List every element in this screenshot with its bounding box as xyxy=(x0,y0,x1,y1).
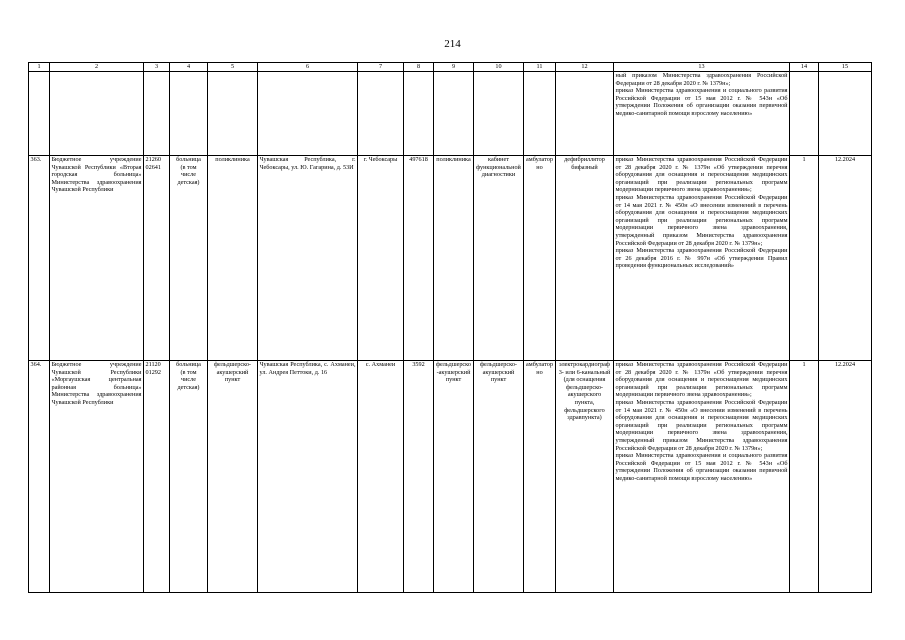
subdivision: фельдшерско-акушерский пункт xyxy=(208,361,258,593)
column-number: 15 xyxy=(819,63,872,72)
subdivision: поликлиника xyxy=(208,156,258,361)
quantity: 1 xyxy=(790,156,819,361)
organization-code: 21260 02641 xyxy=(144,156,170,361)
locality: с. Ахманеи xyxy=(358,361,404,593)
locality: г. Чебоксары xyxy=(358,156,404,361)
care-conditions: амбулаторно xyxy=(524,156,556,361)
regulatory-document: приказ Министерства здравоохранения Российской Федерации от 14 мая 2021 г. № 450н «О внесении изменений в перечень оборудования для оснащения и переоснащения медицинских организаций при реализации региональных программ модернизации первичного звена здравоохранения, утвержденный приказом Министерства здравоохранения Российской Федерации от 28 декабря 2020 г. № 1379н»; xyxy=(615,193,788,247)
organization-type: больница (в том числе детская) xyxy=(170,361,208,593)
regulatory-document: приказ Министерства здравоохранения Российской Федерации от 28 декабря 2020 г. № 1379н «Об утверждении перечня оборудования для оснащения и переоснащения медицинских организаций при реализации региональных программ модернизации первичного звена здравоохранения»; xyxy=(615,156,788,194)
room: кабинет функциональной диагностики xyxy=(474,156,524,361)
regulatory-documents-cell xyxy=(614,361,790,593)
regulatory-documents-cell xyxy=(614,72,790,156)
column-number: 3 xyxy=(144,63,170,72)
column-number: 6 xyxy=(258,63,358,72)
care-conditions: амбулаторно xyxy=(524,361,556,593)
equipment-name: электрокардиограф 3- или 6-канальный (для оснащения фельдшерско-акушерского пункта, фельдшерского здравпункта) xyxy=(556,361,614,593)
register-table xyxy=(28,62,872,593)
oktmo-code: 3592 xyxy=(404,361,434,593)
regulatory-document: приказ Министерства здравоохранения Российской Федерации от 26 декабря 2016 г. № 997н «Об утверждении Правил проведения функциональных исследований» xyxy=(615,247,788,270)
unit-profile: фельдшерско-акушерский пункт xyxy=(434,361,474,593)
column-number: 10 xyxy=(474,63,524,72)
regulatory-document: приказ Министерства здравоохранения и социального развития Российской Федерации от 15 мая 2012 г. № 543н «Об утверждении Положения об организации оказания первичной медико-санитарной помощи взрослому населению» xyxy=(615,452,788,482)
organization-type: больница (в том числе детская) xyxy=(170,156,208,361)
column-number-row xyxy=(29,63,872,72)
address: Чувашская Республика, г. Чебоксары, ул. Ю. Гагарина, д. 53И xyxy=(258,156,358,361)
regulatory-documents-cell xyxy=(614,156,790,361)
table-row xyxy=(29,156,872,361)
quantity: 1 xyxy=(790,361,819,593)
unit-profile: поликлиника xyxy=(434,156,474,361)
column-number: 8 xyxy=(404,63,434,72)
table-row xyxy=(29,361,872,593)
column-number: 5 xyxy=(208,63,258,72)
delivery-date: 12.2024 xyxy=(819,156,872,361)
organization-code: 21120 01292 xyxy=(144,361,170,593)
regulatory-document: приказ Министерства здравоохранения Российской Федерации от 14 мая 2021 г. № 450н «О внесении изменений в перечень оборудования для оснащения и переоснащения медицинских организаций при реализации региональных программ модернизации первичного звена здравоохранения, утвержденный приказом Министерства здравоохранения Российской Федерации от 28 декабря 2020 г. № 1379н»; xyxy=(615,398,788,452)
oktmo-code: 497618 xyxy=(404,156,434,361)
regulatory-document: приказ Министерства здравоохранения Российской Федерации от 28 декабря 2020 г. № 1379н «Об утверждении перечня оборудования для оснащения и переоснащения медицинских организаций при реализации региональных программ модернизации первичного звена здравоохранения»; xyxy=(615,361,788,399)
column-number: 4 xyxy=(170,63,208,72)
organization-name: Бюджетное учреждение Чувашской Республики «Вторая городская больница» Министерства здравоохранения Чувашской Республики xyxy=(50,156,144,361)
column-number: 2 xyxy=(50,63,144,72)
organization-name: Бюджетное учреждение Чувашской Республики «Моргаушская центральная районная больница» Министерства здравоохранения Чувашской Республики xyxy=(50,361,144,593)
column-number: 14 xyxy=(790,63,819,72)
row-number: 363. xyxy=(29,156,50,361)
page-number: 214 xyxy=(444,38,461,50)
column-number: 11 xyxy=(524,63,556,72)
delivery-date: 12.2024 xyxy=(819,361,872,593)
continuation-row xyxy=(29,72,872,156)
column-number: 12 xyxy=(556,63,614,72)
address: Чувашская Республика, с. Ахманеи, ул. Андрея Петтоки, д. 16 xyxy=(258,361,358,593)
column-number: 1 xyxy=(29,63,50,72)
regulatory-document: ный приказом Министерства здравоохранения Российской Федерации от 28 декабря 2020 г. № 1379н»; xyxy=(615,72,788,87)
row-number: 364. xyxy=(29,361,50,593)
regulatory-document: приказ Министерства здравоохранения и социального развития Российской Федерации от 15 мая 2012 г. № 543н «Об утверждении Положения об организации оказания первичной медико-санитарной помощи взрослому населению» xyxy=(615,87,788,117)
equipment-name: дефибриллятор бифазный xyxy=(556,156,614,361)
column-number: 13 xyxy=(614,63,790,72)
column-number: 7 xyxy=(358,63,404,72)
column-number: 9 xyxy=(434,63,474,72)
room: фельдшерско-акушерский пункт xyxy=(474,361,524,593)
